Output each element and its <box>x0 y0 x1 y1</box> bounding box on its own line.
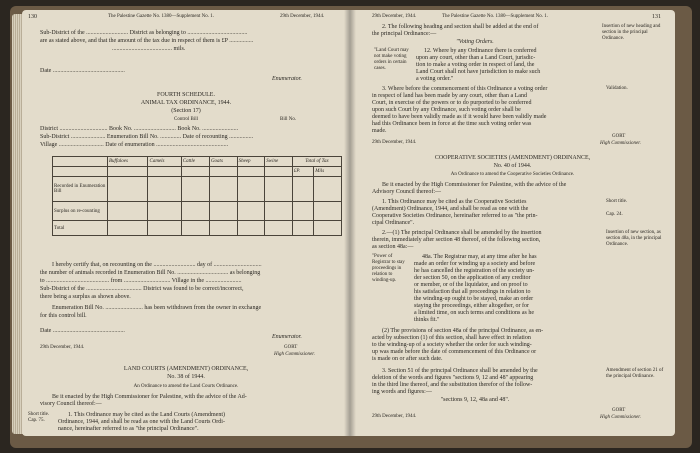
col-sub-header: £P. <box>292 167 313 177</box>
right-page <box>350 10 675 436</box>
ordinance-number: No. 40 of 1944. <box>493 163 532 169</box>
section-line: nance, hereinafter referred to as "the principal Ordinance". <box>58 426 199 432</box>
section-line: ing words and figures:— <box>372 389 432 395</box>
ordinance-number: No. 38 of 1944. <box>167 374 205 380</box>
signature-name: GORT <box>612 408 626 413</box>
date-line: Date ................................................ <box>40 328 125 334</box>
section-line: 48a. The Registrar may, at any time after he has <box>422 254 537 260</box>
text-line: had this Ordinance been in force at the time such voting order was <box>372 121 532 127</box>
section-line: 1. This Ordinance may be cited as the Cooperative Societies <box>382 199 527 205</box>
section-line: (Amendment) Ordinance, 1944, and shall be read as one with the <box>372 206 529 212</box>
section-line: 1. This Ordinance may be cited as the Land Courts (Amendment) <box>68 412 226 418</box>
section-line: thinks fit." <box>414 317 440 323</box>
ordinance-title: LAND COURTS (AMENDMENT) ORDINANCE, <box>123 366 249 372</box>
section-line: 3. Section 51 of the principal Ordinance shall be amended by the <box>382 368 538 374</box>
signature-date: 29th December, 1944. <box>40 345 85 350</box>
section-line: a voting order." <box>416 76 454 82</box>
section-line: to the winding-up of a society whether the order for such winding- <box>372 342 532 348</box>
section-line: der section 50, on the application of any creditor <box>414 275 531 281</box>
section-line: as section 48a:— <box>372 244 414 250</box>
section-line: up was made before the date of commencement of this Ordinance or <box>372 349 537 355</box>
table-cell <box>148 167 181 177</box>
cert-line: Enumeration Bill No. ......................... has been withdrawn from the owner in exchange <box>52 305 262 311</box>
section-line: acted by subsection (1) of this section, shall have effect in relation <box>372 335 531 341</box>
text-line: Court, in exercise of the powers or to do purported to be conferred <box>372 100 532 106</box>
tax-table <box>52 156 342 236</box>
schedule-title: ANIMAL TAX ORDINANCE, 1944. <box>140 100 232 106</box>
section-line: 12. Where by any Ordinance there is conferred <box>424 48 537 54</box>
table-cell <box>108 167 148 177</box>
signature-title: High Commissioner. <box>600 141 641 146</box>
section-line: or member, or of the liquidator, and on proof to <box>414 282 528 288</box>
header-date: 29th December, 1944. <box>372 14 417 19</box>
signature-date: 29th December, 1944. <box>372 140 417 145</box>
field-line: District ................................ Book No. ............................ Book No. ........................ <box>40 126 239 132</box>
page-number: 131 <box>652 14 661 20</box>
signature-title: High Commissioner. <box>600 415 641 420</box>
text-line: the principal Ordinance:— <box>372 31 437 37</box>
margin-note: Short title. Cap. 75. <box>28 412 50 423</box>
section-line: Land Court shall not have jurisdiction to make such <box>416 69 541 75</box>
text-line: deemed to have been validly made as if it would have been validly made <box>372 114 547 120</box>
table-cell <box>265 167 293 177</box>
schedule-section: (Section 17) <box>171 108 201 114</box>
section-line: tion to make a voting order in respect of land, the <box>416 62 535 68</box>
margin-note: Short title. <box>606 199 628 204</box>
page-number: 130 <box>28 14 37 20</box>
cert-line: I hereby certify that, on recounting on the ............................ day of ................................ <box>52 262 262 268</box>
signature-name: GORT <box>612 134 626 139</box>
left-page <box>22 10 350 436</box>
section-line: cipal Ordinance". <box>372 220 415 226</box>
margin-note: "Power of Registrar to stay proceedings in relation to winding-up. <box>372 254 405 283</box>
table-cell <box>237 167 265 177</box>
enact-line: Be it enacted by the High Commissioner for Palestine, with the advice of the <box>382 182 567 188</box>
row-label: Total <box>53 221 108 236</box>
col-sub-header: Mils <box>314 167 342 177</box>
section-line: his satisfaction that all proceedings in relation to <box>414 289 531 295</box>
text-line: 2. The following heading and section shall be added at the end of <box>382 24 539 30</box>
margin-note: Validation. <box>606 86 628 91</box>
section-line: 2.—(1) The principal Ordinance shall be amended by the insertion <box>382 230 542 236</box>
col-header: Buffaloes <box>108 157 148 167</box>
margin-note: "Land Court may not make voting orders in certain cases. <box>374 48 409 71</box>
section-line: he has cancelled the registration of the society un- <box>414 268 535 274</box>
col-header: Cattle <box>181 157 209 167</box>
row-label: Recorded in Enumeration Bill <box>53 177 108 202</box>
section-line: is made on or after such date. <box>372 356 443 362</box>
cert-line: the number of animals recorded in Enumeration Bill No. .................................. as belonging <box>40 270 261 276</box>
enact-line: Be it enacted by the High Commissioner for Palestine, with the advice of the Ad- <box>52 394 247 400</box>
enumerator-label: Enumerator. <box>272 334 302 340</box>
text-line: Sub-District of the ............................ District as belonging to ........................................ <box>40 30 248 36</box>
section-line: (2) The provisions of section 48a of the principal Ordinance, as en- <box>382 328 544 334</box>
table-cell <box>209 167 237 177</box>
enact-line: Advisory Council thereof:— <box>372 189 441 195</box>
ordinance-title: COOPERATIVE SOCIETIES (AMENDMENT) ORDINANCE, <box>434 155 591 161</box>
signature-name: GORT <box>284 345 298 350</box>
field-line: Village .............................. Date of enumeration ................................................ <box>40 142 229 148</box>
cert-line: Sub-District of the ..................................... District was found to be correct/incorrect, <box>40 286 244 292</box>
voting-heading: "Voting Orders. <box>456 39 494 45</box>
text-line: in respect of land has been made by any court, other than a Land <box>372 93 527 99</box>
margin-note: Amendment of section 21 of the principal Ordinance. <box>606 368 664 379</box>
bill-no: Bill No. <box>280 117 297 122</box>
col-header: Swine <box>265 157 293 167</box>
col-header: Goats <box>209 157 237 167</box>
section-line: staying the proceedings, either altogether, or for <box>414 303 530 309</box>
date-line: Date ................................................ <box>40 68 125 74</box>
ordinance-subtitle: An Ordinance to amend the Cooperative Societies Ordinance. <box>450 172 575 177</box>
schedule-heading: FOURTH SCHEDULE. <box>157 92 215 98</box>
enact-line: visory Council thereof:— <box>40 401 102 407</box>
running-header: The Palestine Gazette No. 1380—Supplement No. 1. <box>108 14 214 19</box>
table-cell <box>181 167 209 177</box>
cert-line: for this control bill. <box>40 313 87 319</box>
table-cell <box>53 167 108 177</box>
table-corner <box>53 157 108 167</box>
section-line: in the third line thereof, and the substitution therefor of the follow- <box>372 382 533 388</box>
quoted-text: "sections 9, 12, 48a and 48". <box>440 397 510 403</box>
text-line: 3. Where before the commencement of this Ordinance a voting order <box>382 86 548 92</box>
col-header: Camels <box>148 157 181 167</box>
section-line: deletion of the words and figures "sections 9, 12 and 48" appearing <box>372 375 534 381</box>
section-line: made an order for winding up a society and before <box>414 261 536 267</box>
col-header: Sheep <box>237 157 265 167</box>
signature-date: 29th December, 1944. <box>372 414 417 419</box>
section-line: the winding-up ought to be stayed, make an order <box>414 296 534 302</box>
row-label: Surplus on re-counting <box>53 202 108 221</box>
control-bill: Control Bill <box>173 117 199 122</box>
running-header: The Palestine Gazette No. 1380—Supplement No. 1. <box>442 14 548 19</box>
section-line: upon any court, other than a Land Court, jurisdic- <box>416 55 536 61</box>
field-line: Sub-District ....................... Enumeration Bill No. .............. Date of recounting ................ <box>40 134 254 140</box>
ordinance-subtitle: An Ordinance to amend the Land Courts Ordinance. <box>133 384 239 389</box>
header-date: 29th December, 1944. <box>280 14 325 19</box>
text-line: are as stated above, and that the amount of the tax due in respect of them is £P ................ <box>40 38 254 44</box>
text-line: made. <box>372 128 387 134</box>
margin-note: Insertion of new section, as section 48a, in the principal Ordinance. <box>606 230 662 247</box>
section-line: Ordinance, 1944, and shall be read as one with the Land Courts Ordi- <box>58 419 225 425</box>
cert-line: to .......................................... from ............................... Village in the ........................ <box>40 278 242 284</box>
enumerator-label: Enumerator. <box>272 76 302 82</box>
margin-note: Insertion of new heading and section in the principal Ordinance. <box>602 24 661 41</box>
signature-title: High Commissioner. <box>274 352 315 357</box>
text-line: upon such Court by any Ordinance, such voting order shall be <box>372 107 521 113</box>
text-line: ........................................ mils. <box>112 46 186 52</box>
cert-line: there being a surplus as shown above. <box>40 294 131 300</box>
margin-note: Cap. 24. <box>606 212 623 217</box>
col-header-total: Total of Tax <box>292 157 341 167</box>
section-line: a limited time, on such terms and conditions as he <box>414 310 534 316</box>
section-line: Cooperative Societies Ordinance, hereinafter referred to as "the prin- <box>372 213 538 219</box>
section-line: therein, immediately after section 48 thereof, of the following section, <box>372 237 541 243</box>
